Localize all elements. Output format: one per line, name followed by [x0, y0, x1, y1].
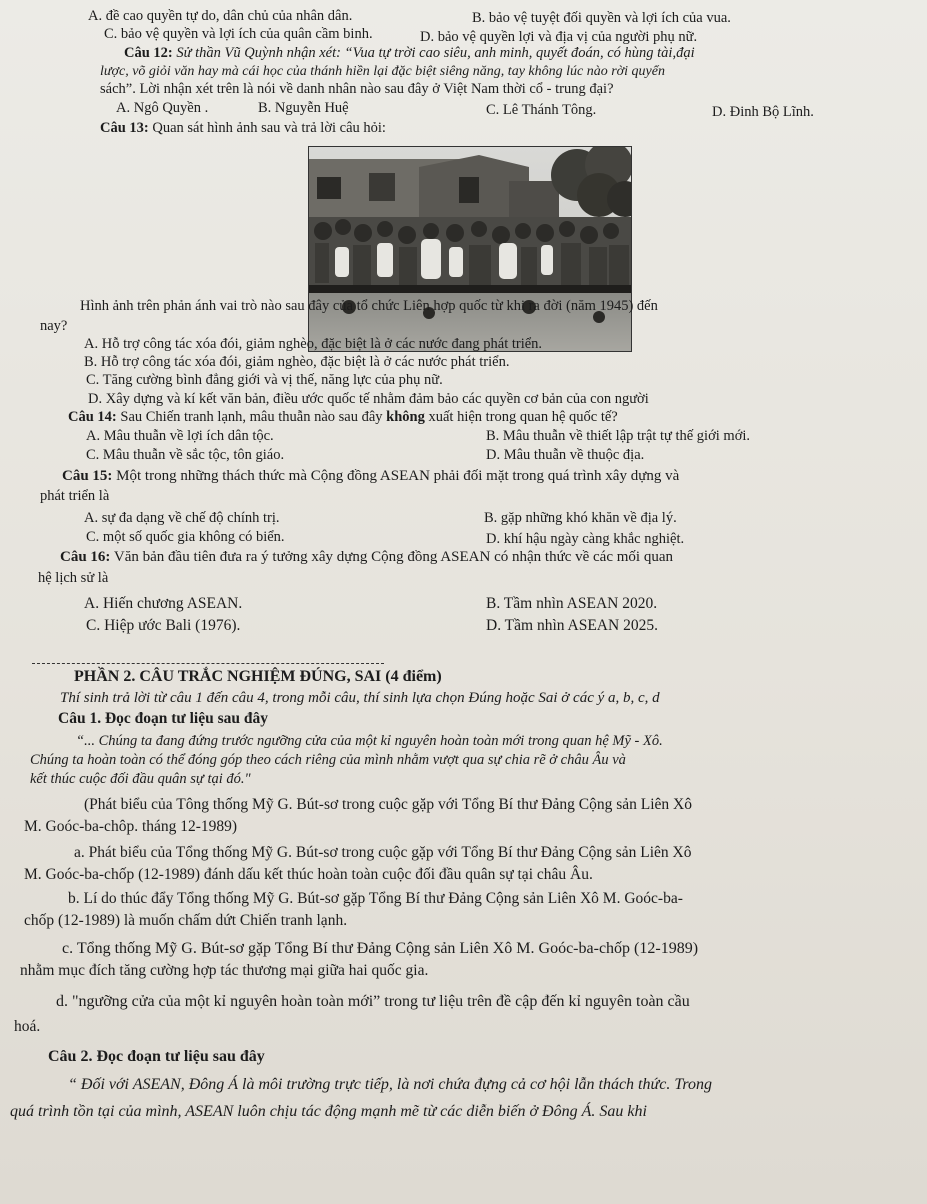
q14-text-post: xuất hiện trong quan hệ quốc tế? — [428, 409, 618, 425]
q14-text-pre: Sau Chiến tranh lạnh, mâu thuẫn nào sau đây — [120, 409, 383, 425]
q15-line1 — [62, 468, 679, 485]
c2-heading: Câu 2. Đọc đoạn tư liệu sau đây — [48, 1048, 265, 1065]
c1-statement-a-line1: a. Phát biểu của Tổng thống Mỹ G. Bút-sơ trong cuộc gặp với Tổng Bí thư Đảng Cộng sản Liên Xô — [74, 844, 692, 861]
q15-option-a: A. sự đa dạng về chế độ chính trị. — [84, 510, 280, 526]
c1-statement-d-line1: d. "ngưỡng cửa của một kỉ nguyên hoàn toàn mới” trong tư liệu trên đề cập đến kỉ nguyên toàn cầu — [56, 993, 690, 1010]
q13-option-d: D. Xây dựng và kí kết văn bản, điều ước quốc tế nhằm đảm bảo các quyền cơ bản của con người — [88, 391, 649, 407]
q13-option-b: B. Hỗ trợ công tác xóa đói, giảm nghèo, đặc biệt là ở các nước phát triển. — [84, 354, 510, 370]
c1-statement-a-line2: M. Goóc-ba-chốp (12-1989) đánh dấu kết thúc hoàn toàn cuộc đối đầu quân sự tại châu Âu. — [24, 866, 593, 883]
c1-quote-line1: “... Chúng ta đang đứng trước ngưỡng cửa của một kỉ nguyên hoàn toàn mới trong quan hệ Mỹ - Xô. — [76, 733, 663, 749]
q13-stem-line1: Hình ảnh trên phản ánh vai trò nào sau đây của tổ chức Liên hợp quốc từ khi ra đời (năm 1945) đến — [80, 298, 658, 314]
q16-line2: hệ lịch sử là — [38, 570, 109, 586]
c1-heading: Câu 1. Đọc đoạn tư liệu sau đây — [58, 710, 268, 727]
c2-quote-line1: “ Đối với ASEAN, Đông Á là môi trường trực tiếp, là nơi chứa đựng cả cơ hội lẫn thách thức. Trong — [68, 1076, 712, 1093]
photo-crowd-scene — [309, 147, 631, 351]
q16-label: Câu 16: — [60, 549, 111, 565]
q12-option-a: A. Ngô Quyền . — [116, 100, 209, 116]
q11-option-b: B. bảo vệ tuyệt đối quyền và lợi ích của vua. — [472, 10, 731, 26]
q14-option-b: B. Mâu thuẫn về thiết lập trật tự thế giới mới. — [486, 428, 751, 444]
q13-option-a: A. Hỗ trợ công tác xóa đói, giảm nghèo, đặc biệt là ở các nước đang phát triển. — [84, 336, 543, 352]
q13-stem-line2: nay? — [40, 318, 68, 334]
q12-line1 — [124, 45, 695, 62]
q12-line3: sách”. Lời nhận xét trên là nói về danh nhân nào sau đây ở Việt Nam thời cổ - trung đại? — [100, 81, 614, 97]
q16-line1 — [60, 549, 673, 566]
c2-quote-line2: quá trình tồn tại của mình, ASEAN luôn chịu tác động mạnh mẽ từ các diễn biến ở Đông Á. Sau khi — [10, 1103, 647, 1120]
q13-prompt: Quan sát hình ảnh sau và trả lời câu hỏi: — [152, 120, 386, 136]
q12-line2: lược, võ giỏi văn hay mà cái học của thánh hiền lại đặc biệt siêng năng, tay không lúc nào rời quyển — [100, 64, 665, 79]
q15-text1: Một trong những thách thức mà Cộng đồng ASEAN phải đối mặt trong quá trình xây dựng và — [116, 468, 680, 484]
q15-label: Câu 15: — [62, 468, 113, 484]
c1-statement-d-line2: hoá. — [14, 1018, 41, 1035]
q13-line1 — [100, 120, 386, 137]
c1-statement-b-line1: b. Lí do thúc đẩy Tổng thống Mỹ G. Bút-sơ gặp Tổng Bí thư Đảng Cộng sản Liên Xô M. Goóc-ba- — [68, 890, 683, 907]
q14-option-d: D. Mâu thuẫn về thuộc địa. — [486, 447, 645, 463]
q14-text-bold: không — [386, 409, 425, 425]
q16-option-c: C. Hiệp ước Bali (1976). — [86, 617, 241, 634]
q13-option-c: C. Tăng cường bình đẳng giới và vị thế, năng lực của phụ nữ. — [86, 372, 443, 388]
q12-label: Câu 12: — [124, 45, 173, 61]
c1-statement-c-line2: nhằm mục đích tăng cường hợp tác thương mại giữa hai quốc gia. — [20, 962, 429, 979]
q14-line1 — [68, 409, 618, 426]
q16-option-d: D. Tầm nhìn ASEAN 2025. — [486, 617, 658, 634]
q12-option-d: D. Đinh Bộ Lĩnh. — [712, 104, 814, 120]
q16-option-a: A. Hiến chương ASEAN. — [84, 595, 243, 612]
q14-option-c: C. Mâu thuẫn về sắc tộc, tôn giáo. — [86, 447, 285, 463]
q16-option-b: B. Tầm nhìn ASEAN 2020. — [486, 595, 658, 612]
c1-quote-line2: Chúng ta hoàn toàn có thể đóng góp theo cách riêng của mình nhằm vượt qua sự chia rẽ ở châu Âu và — [30, 752, 626, 768]
section-divider — [32, 663, 384, 664]
c1-quote-line3: kết thúc cuộc đối đầu quân sự tại đó." — [30, 771, 251, 787]
q12-option-c: C. Lê Thánh Tông. — [486, 102, 597, 118]
q14-label: Câu 14: — [68, 409, 117, 425]
part2-title: PHẦN 2. CÂU TRẮC NGHIỆM ĐÚNG, SAI (4 điểm) — [74, 668, 442, 685]
q13-label: Câu 13: — [100, 120, 149, 136]
q12-option-b: B. Nguyễn Huệ — [258, 100, 349, 116]
c1-source-line1: (Phát biểu của Tông thống Mỹ G. Bút-sơ trong cuộc gặp với Tổng Bí thư Đảng Cộng sản Liên Xô — [84, 796, 692, 813]
q15-line2: phát triển là — [40, 488, 110, 504]
q15-option-d: D. khí hậu ngày càng khắc nghiệt. — [486, 531, 685, 547]
c1-statement-c-line1: c. Tổng thống Mỹ G. Bút-sơ gặp Tổng Bí thư Đảng Cộng sản Liên Xô M. Goóc-ba-chốp (12-1989) — [62, 940, 699, 957]
q14-option-a: A. Mâu thuẫn về lợi ích dân tộc. — [86, 428, 274, 444]
part2-instructions: Thí sinh trả lời từ câu 1 đến câu 4, trong mỗi câu, thí sinh lựa chọn Đúng hoặc Sai ở các ý a, b, c, d — [60, 690, 660, 706]
q11-option-d: D. bảo vệ quyền lợi và địa vị của người phụ nữ. — [420, 29, 698, 45]
q16-text1: Văn bản đầu tiên đưa ra ý tưởng xây dựng Cộng đồng ASEAN có nhận thức về các mối quan — [113, 549, 673, 565]
q15-option-c: C. một số quốc gia không có biển. — [86, 529, 285, 545]
c1-source-line2: M. Goóc-ba-chôp. tháng 12-1989) — [24, 818, 238, 835]
q13-photo — [308, 146, 632, 352]
q11-option-a: A. đề cao quyền tự do, dân chủ của nhân dân. — [88, 8, 353, 24]
q15-option-b: B. gặp những khó khăn về địa lý. — [484, 510, 677, 526]
q12-text1: Sử thần Vũ Quỳnh nhận xét: “Vua tự trời cao siêu, anh minh, quyết đoán, có hùng tài,đại — [176, 45, 695, 61]
q11-option-c: C. bảo vệ quyền và lợi ích của quân cầm binh. — [104, 26, 373, 42]
c1-statement-b-line2: chốp (12-1989) là muốn chấm dứt Chiến tranh lạnh. — [24, 912, 348, 929]
